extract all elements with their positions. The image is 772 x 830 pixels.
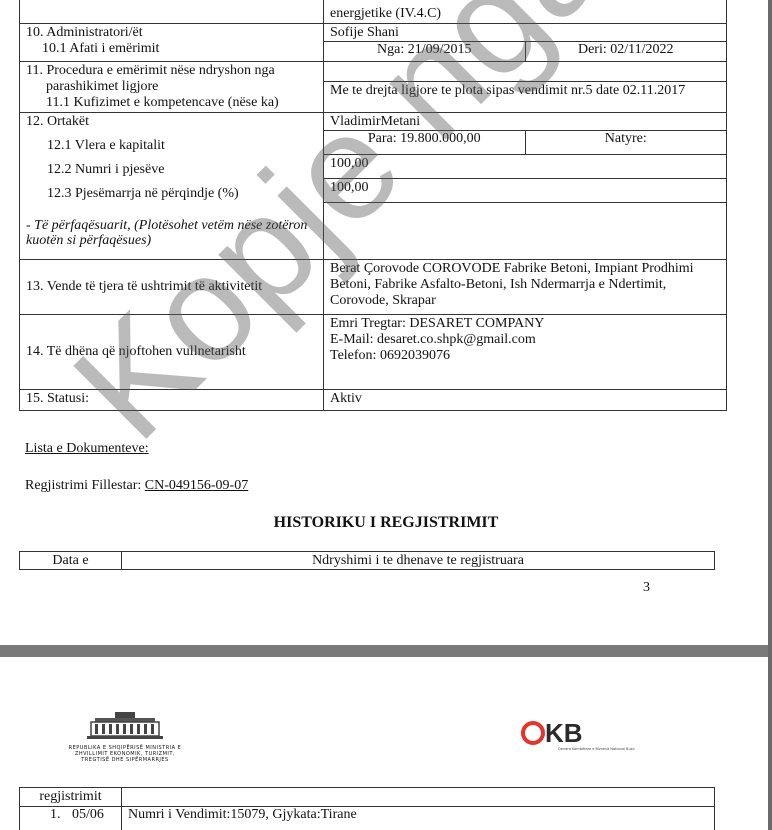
capital-values <box>324 131 726 155</box>
row-top-partial-value: energjetike (IV.4.C) <box>324 0 727 24</box>
term-to: Deri: 02/11/2022 <box>577 42 674 57</box>
term-label: 10.1 Afati i emërimit <box>42 41 160 56</box>
history-row-1-date <box>20 807 122 830</box>
history-header-change: Ndryshimi i te dhenave te regjistruara <box>122 552 715 570</box>
ministry-logo-text: REPUBLIKA E SHQIPËRISË MINISTRIA E ZHVILLIMIT EKONOMIK, TURIZMIT, TREGTISË DHE SIPËRMARRJES <box>68 745 182 763</box>
phone: Telefon: 0692039076 <box>330 347 450 363</box>
term-dates <box>324 42 726 61</box>
representative-value <box>324 203 726 259</box>
procedure-label-cont: parashikimet ligjore <box>46 79 159 94</box>
history-table-page2 <box>19 787 715 830</box>
registration-table <box>19 0 727 411</box>
capital-money: Para: 19.800.000,00 <box>324 131 525 154</box>
partners-label: 12. Ortakët <box>26 114 89 129</box>
procedure-label-cell <box>20 62 324 113</box>
other-places-label: 13. Vende të tjera të ushtrimit të aktivitetit <box>20 259 324 314</box>
page-gap <box>0 645 772 657</box>
administrator-value: Sofije Shani <box>324 24 726 42</box>
limits-value-cell <box>324 62 727 113</box>
partners-label-cell <box>20 113 324 260</box>
history-header-date: Data e <box>20 552 122 570</box>
initial-registration <box>25 478 248 494</box>
administrator-label: 10. Administratori/ët <box>26 25 143 40</box>
history-title: HISTORIKU I REGJISTRIMIT <box>273 514 499 531</box>
svg-text:Qendra Kombëtare e Biznesit Na: Qendra Kombëtare e Biznesit National Busi <box>558 747 634 751</box>
participation-value: 100,00 <box>324 179 726 203</box>
row-top-partial-label <box>20 0 324 24</box>
voluntary-value <box>324 314 727 389</box>
history-row-1-date-value: 05/06 <box>72 807 104 822</box>
watermark: Kopje nga <box>41 0 638 471</box>
representative-label: - Të përfaqësuarit, (Plotësohet vetëm nëse zotëron kuotën si përfaqësues) <box>26 218 308 248</box>
viewer-scroll-edge <box>768 0 772 830</box>
email: E-Mail: desaret.co.shpk@gmail.com <box>330 331 536 347</box>
ministry-logo <box>60 710 190 763</box>
procedure-value <box>324 62 726 82</box>
capital-nature: Natyre: <box>604 131 647 146</box>
voluntary-label: 14. Të dhëna që njoftohen vullnetarisht <box>20 314 324 389</box>
history-header-date-cont: regjistrimit <box>20 788 122 807</box>
shares-value: 100,00 <box>324 155 726 179</box>
initial-registration-link[interactable]: CN-049156-09-07 <box>144 478 249 493</box>
administrator-value-cell <box>324 24 727 62</box>
okb-logo-mark <box>520 718 635 752</box>
history-row-1-index: 1. <box>50 807 61 822</box>
okb-logo <box>520 718 635 757</box>
page-number: 3 <box>643 580 650 595</box>
history-row-1-change: Numri i Vendimit:15079, Gjykata:Tirane <box>122 807 715 830</box>
status-value: Aktiv <box>324 389 727 410</box>
partners-value: VladimirMetani <box>324 113 726 131</box>
history-header-change-cont <box>122 788 715 807</box>
ministry-building-icon <box>85 710 165 740</box>
administrator-label-cell <box>20 24 324 62</box>
status-label: 15. Statusi: <box>20 389 324 410</box>
limits-value: Me te drejta ligjore te plota sipas vendimit nr.5 date 02.11.2017 <box>330 83 686 98</box>
history-table-header <box>19 551 715 570</box>
participation-label: 12.3 Pjesëmarrja në përqindje (%) <box>47 186 239 201</box>
trade-name: Emri Tregtar: DESARET COMPANY <box>330 315 545 331</box>
capital-label: 12.1 Vlera e kapitalit <box>47 138 165 153</box>
limits-label: 11.1 Kufizimet e kompetencave (nëse ka) <box>46 95 279 110</box>
documents-list-link[interactable]: Lista e Dokumenteve: <box>25 441 149 456</box>
initial-registration-label: Regjistrimi Fillestar: <box>25 478 142 493</box>
partners-value-cell <box>324 113 727 260</box>
term-from: Nga: 21/09/2015 <box>324 42 525 61</box>
svg-text:KB: KB <box>545 718 583 748</box>
procedure-label: 11. Procedura e emërimit nëse ndryshon nga <box>26 63 275 78</box>
other-places-value: Berat Çorovode COROVODE Fabrike Betoni, Impiant Prodhimi Betoni, Fabrike Asfalto-Betoni, Ish Ndermarrja e Ndertimit, Corovode, Skrapar <box>324 259 727 314</box>
shares-label: 12.2 Numri i pjesëve <box>47 162 165 177</box>
